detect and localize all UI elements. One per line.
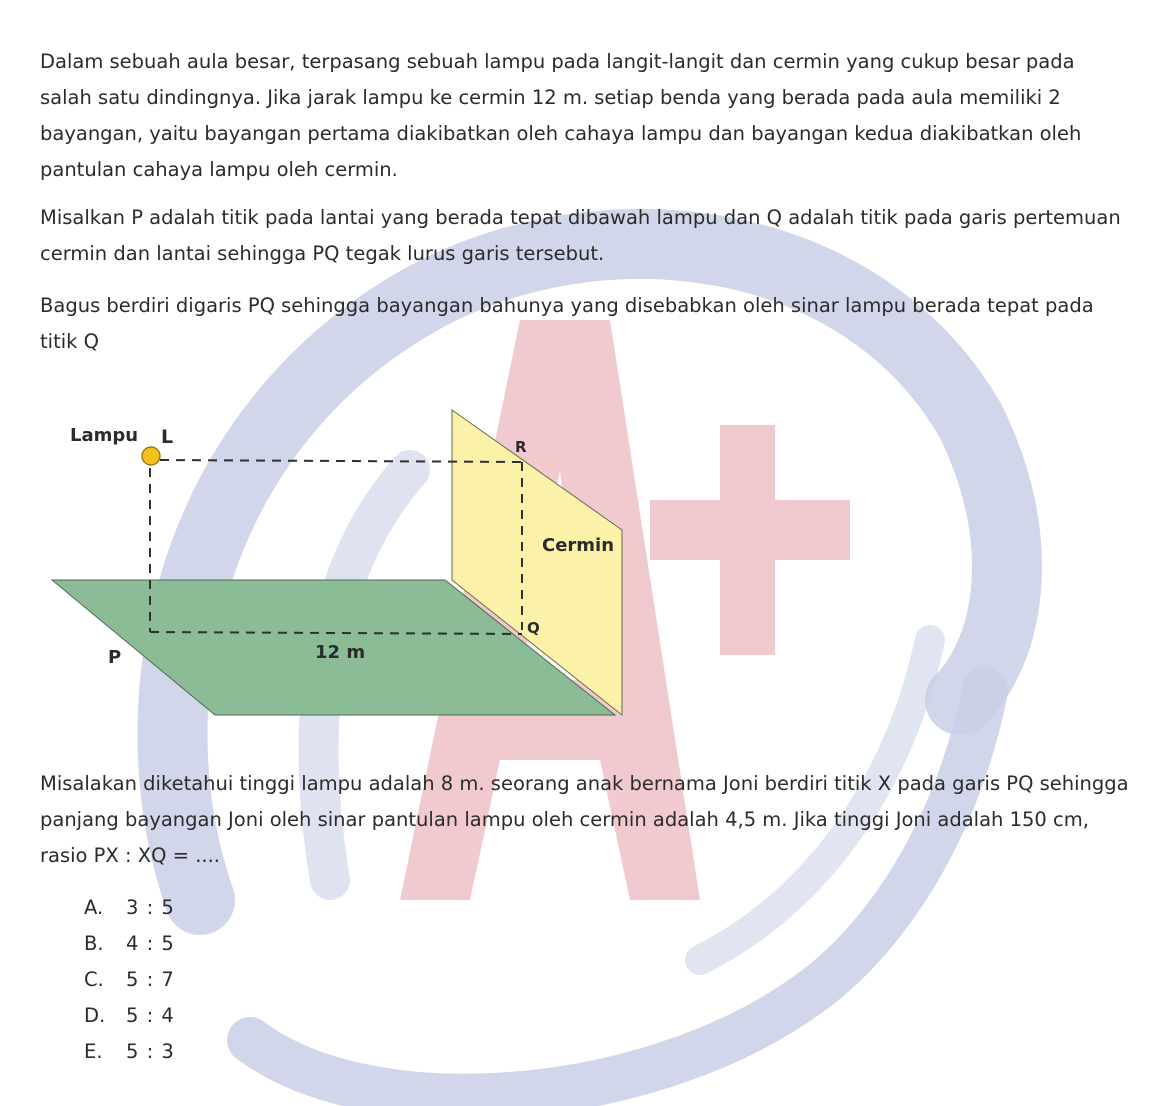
lamp-point-label: L: [161, 426, 174, 448]
option-c[interactable]: [84, 962, 175, 998]
definition-paragraph: Misalkan P adalah titik pada lantai yang berada tepat dibawah lampu dan Q adalah titik pada garis pertemuan cermin dan lantai sehingga PQ tegak lurus garis tersebut.: [40, 206, 1121, 265]
option-value: 5 : 4: [126, 1004, 175, 1027]
option-letter: A.: [84, 896, 104, 919]
point-r-label: R: [515, 438, 527, 456]
intro-paragraph: Dalam sebuah aula besar, terpasang sebuah lampu pada langit-langit dan cermin yang cukup besar pada salah satu dindingnya. Jika jarak lampu ke cermin 12 m. setiap benda yang berada pada aula memiliki 2 bayangan, yaitu bayangan pertama diakibatkan oleh cahaya lampu dan bayangan kedua diakibatkan oleh pantulan cahaya lampu oleh cermin.: [40, 50, 1082, 181]
option-value: 5 : 7: [126, 968, 175, 991]
option-e[interactable]: [84, 1034, 175, 1070]
option-value: 3 : 5: [126, 896, 175, 919]
point-p-label: P: [108, 647, 122, 668]
option-letter: C.: [84, 968, 104, 991]
option-b[interactable]: [84, 926, 175, 962]
option-value: 4 : 5: [126, 932, 175, 955]
option-letter: E.: [84, 1040, 103, 1063]
lamp-icon: [142, 447, 160, 465]
answer-options: [84, 890, 175, 1070]
mirror-label: Cermin: [542, 535, 615, 556]
option-a[interactable]: [84, 890, 175, 926]
option-letter: D.: [84, 1004, 106, 1027]
option-letter: B.: [84, 932, 104, 955]
lamp-word-label: Lampu: [70, 425, 139, 446]
option-value: 5 : 3: [126, 1040, 175, 1063]
option-d[interactable]: [84, 998, 175, 1034]
distance-label: 12 m: [315, 642, 366, 663]
bagus-paragraph: Bagus berdiri digaris PQ sehingga bayangan bahunya yang disebabkan oleh sinar lampu berada tepat pada titik Q: [40, 294, 1094, 353]
point-q-label: Q: [527, 619, 540, 637]
question-paragraph: Misalakan diketahui tinggi lampu adalah 8 m. seorang anak bernama Joni berdiri titik X pada garis PQ sehingga panjang bayangan Joni oleh sinar pantulan lampu oleh cermin adalah 4,5 m. Jika tinggi Joni adalah 150 cm, rasio PX : XQ = ....: [40, 772, 1129, 867]
